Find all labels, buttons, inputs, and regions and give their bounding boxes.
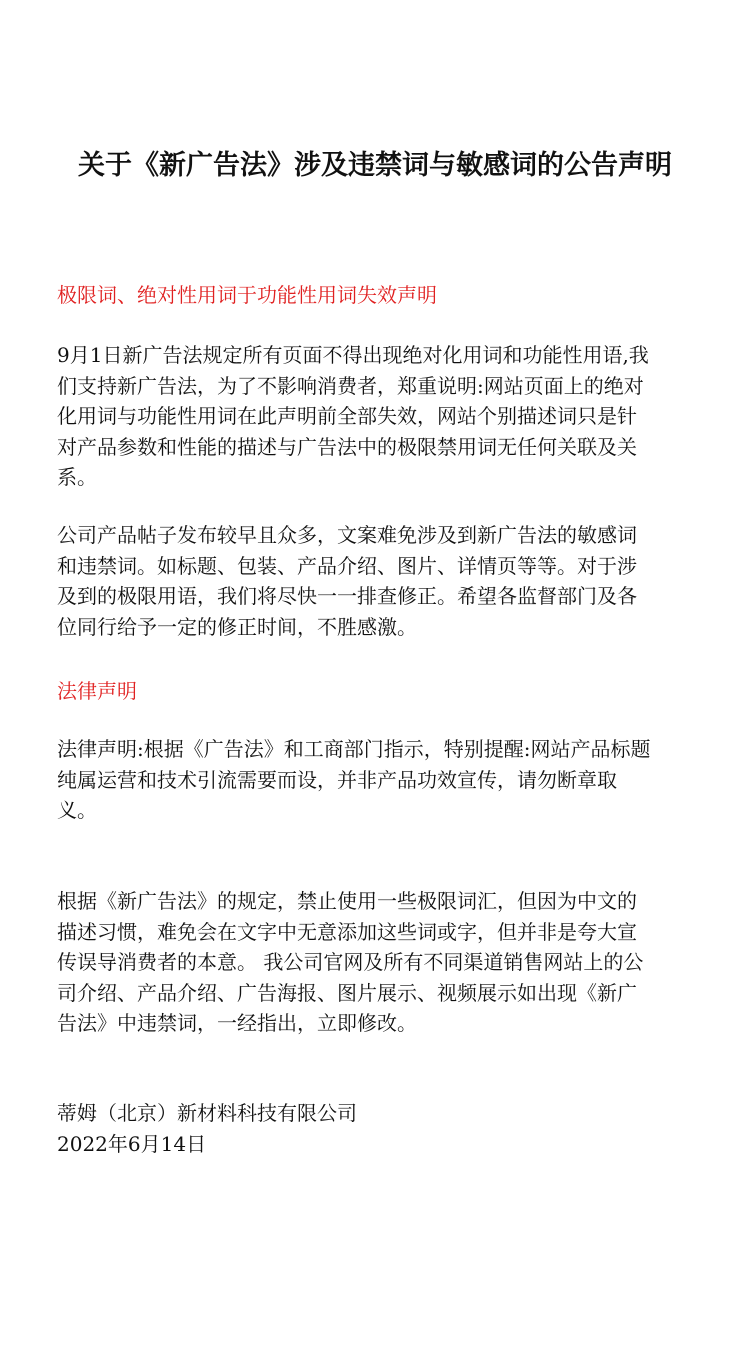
paragraph-line: 化用词与功能性用词在此声明前全部失效，网站个别描述词只是针 — [57, 404, 637, 428]
page-title: 关于《新广告法》涉及违禁词与敏感词的公告声明 — [78, 150, 672, 181]
paragraph-line: 根据《新广告法》的规定，禁止使用一些极限词汇，但因为中文的 — [57, 889, 637, 913]
paragraph-line: 纯属运营和技术引流需要而设，并非产品功效宣传，请勿断章取 — [57, 767, 617, 792]
paragraph-line: 描述习惯，难免会在文字中无意添加这些词或字，但并非是夸大宣 — [57, 919, 637, 944]
paragraph-ad-law-notice — [57, 886, 722, 1039]
company-name: 蒂姆（北京）新材料科技有限公司 — [57, 1101, 357, 1125]
paragraph-line: 9月1日新广告法规定所有页面不得出现绝对化用词和功能性用语,我 — [57, 343, 649, 367]
paragraph-line: 位同行给予一定的修正时间，不胜感激。 — [57, 614, 417, 639]
signature-date: 2022年6月14日 — [57, 1132, 207, 1156]
paragraph-line: 司介绍、产品介绍、广告海报、图片展示、视频展示如出现《新广 — [57, 980, 637, 1005]
paragraph-line: 及到的极限用语，我们将尽快一一排查修正。希望各监督部门及各 — [57, 584, 637, 608]
paragraph-line: 对产品参数和性能的描述与广告法中的极限禁用词无任何关联及关 — [57, 434, 637, 459]
paragraph-correction-request — [57, 520, 722, 642]
section-heading-invalidation: 极限词、绝对性用词于功能性用词失效声明 — [57, 283, 437, 307]
paragraph-legal-statement — [57, 734, 722, 826]
paragraph-invalidation-statement — [57, 340, 722, 493]
section-heading-legal: 法律声明 — [57, 679, 137, 703]
paragraph-line: 公司产品帖子发布较早且众多，文案难免涉及到新广告法的敏感词 — [57, 523, 637, 547]
paragraph-line: 法律声明:根据《广告法》和工商部门指示，特别提醒:网站产品标题 — [57, 737, 651, 761]
paragraph-line: 和违禁词。如标题、包装、产品介绍、图片、详情页等等。对于涉 — [57, 553, 637, 578]
signature-block — [57, 1098, 357, 1160]
paragraph-line: 传误导消费者的本意。 我公司官网及所有不同渠道销售网站上的公 — [57, 950, 644, 974]
paragraph-line: 们支持新广告法，为了不影响消费者，郑重说明:网站页面上的绝对 — [57, 373, 644, 398]
paragraph-line: 告法》中违禁词，一经指出，立即修改。 — [57, 1011, 417, 1035]
paragraph-line: 系。 — [57, 465, 97, 489]
paragraph-line: 义。 — [57, 798, 97, 822]
